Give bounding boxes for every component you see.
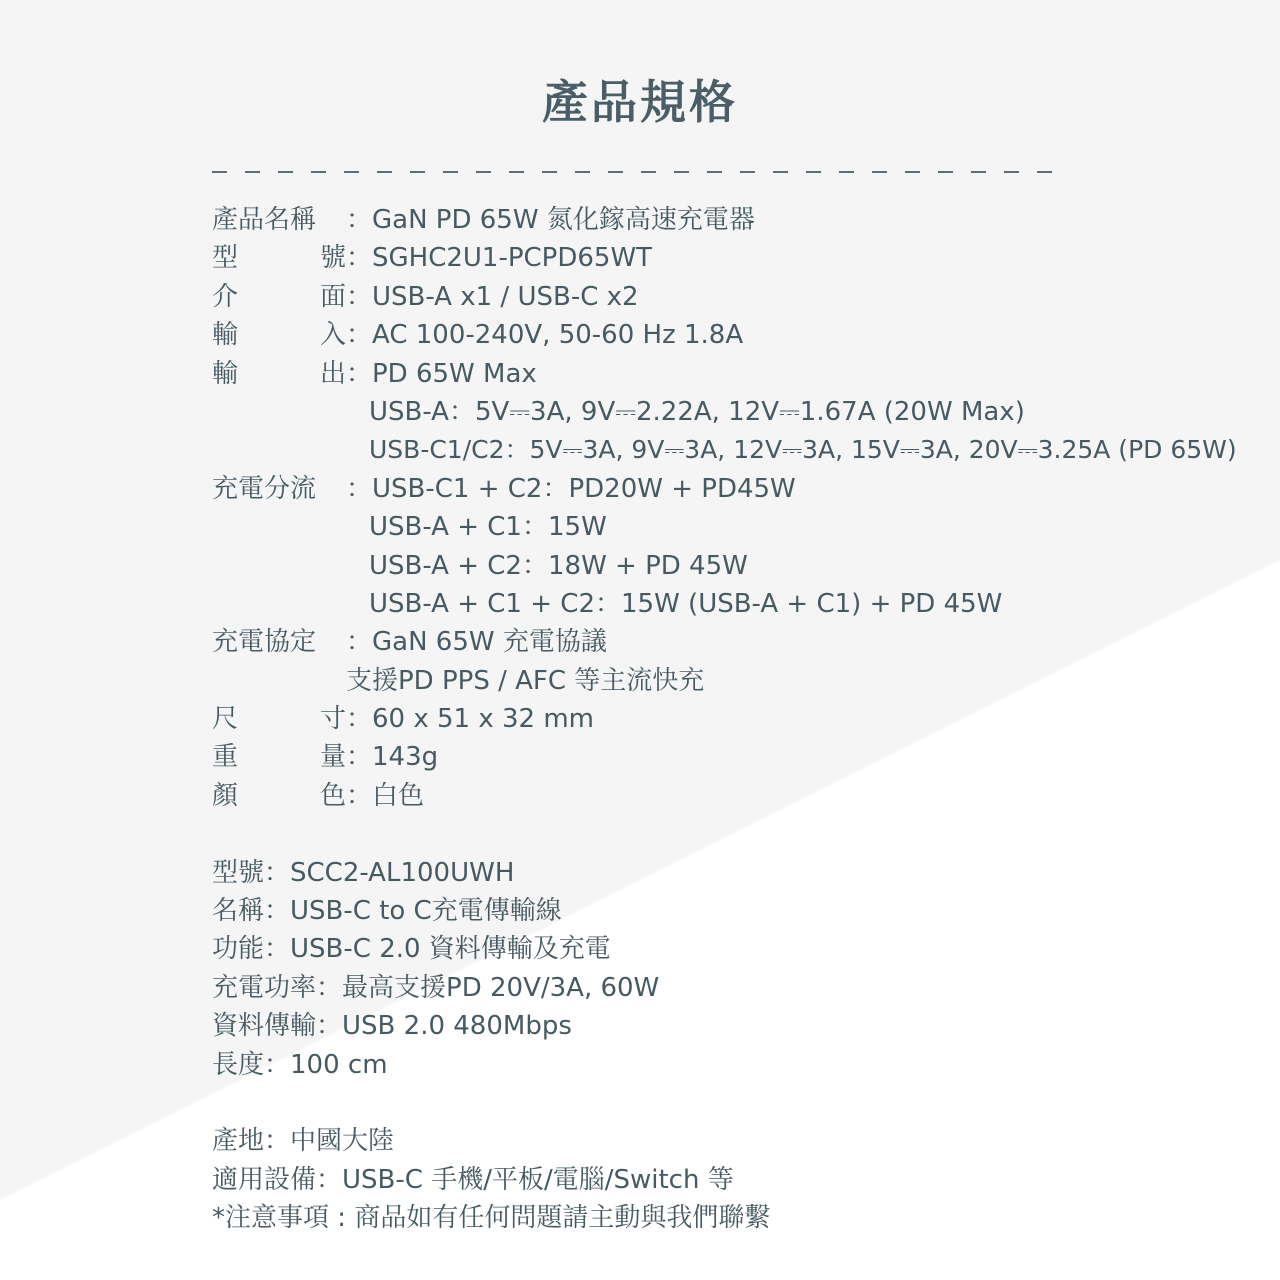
spec-label	[212, 278, 346, 316]
spec-label: 適用設備	[212, 1164, 317, 1195]
label-char: 量	[319, 742, 346, 773]
spec-subrow-split-a-c1-c2	[212, 585, 1272, 623]
spec-row-charge-split	[212, 470, 1272, 508]
cable-row-name	[212, 892, 1272, 930]
spec-label	[212, 239, 346, 277]
general-row-note	[212, 1199, 1272, 1237]
cable-row-data	[212, 1007, 1272, 1045]
spec-value: 100 cm	[290, 1049, 388, 1080]
colon: ：	[264, 857, 291, 888]
spec-subrow-output-usb-a	[212, 393, 1272, 431]
spec-label	[212, 700, 346, 738]
label-char: 顏	[212, 780, 239, 811]
spec-value: USB-A + C1：15W	[369, 512, 607, 543]
spec-value: SCC2-AL100UWH	[290, 857, 515, 888]
spec-label: 產地	[212, 1126, 265, 1157]
label-char: 出	[319, 358, 346, 389]
colon: ：	[346, 320, 373, 351]
general-row-devices	[212, 1161, 1272, 1199]
spec-value: USB 2.0 480Mbps	[342, 1011, 572, 1042]
colon: ：	[316, 1011, 343, 1042]
spec-value: USB-C1 + C2：PD20W + PD45W	[372, 473, 796, 504]
spec-subrow-split-a-c1	[212, 508, 1272, 546]
colon: ：	[346, 243, 373, 274]
dashed-divider	[212, 171, 1058, 173]
cable-row-model	[212, 854, 1272, 892]
spec-value: USB-A + C1 + C2：15W (USB-A + C1) + PD 45W	[369, 588, 1003, 619]
cable-row-function	[212, 930, 1272, 968]
spec-label: 充電協定	[212, 627, 317, 658]
section-gap	[212, 815, 1272, 853]
spec-label: 名稱	[212, 896, 265, 927]
spec-value: 60 x 51 x 32 mm	[372, 704, 595, 735]
spec-value: 143g	[372, 742, 439, 773]
spec-subrow-split-a-c2	[212, 547, 1272, 585]
colon: ：	[264, 896, 291, 927]
colon: ：	[346, 473, 373, 504]
spec-label: *注意事項	[212, 1203, 330, 1234]
colon: ：	[346, 742, 373, 773]
label-char: 型	[212, 243, 239, 274]
colon: ：	[346, 627, 373, 658]
spec-label	[212, 738, 346, 776]
spec-value: 支援PD PPS / AFC 等主流快充	[346, 665, 705, 696]
label-char: 號	[319, 243, 346, 274]
spec-row-input	[212, 316, 1272, 354]
spec-value: USB-C to C充電傳輸線	[290, 896, 562, 927]
colon: ：	[346, 704, 373, 735]
spec-label: 充電分流	[212, 473, 317, 504]
spec-value: GaN PD 65W 氮化鎵高速充電器	[372, 205, 755, 235]
spec-row-weight	[212, 738, 1272, 776]
spec-value: USB-A + C2：18W + PD 45W	[369, 550, 748, 581]
general-row-origin	[212, 1122, 1272, 1160]
spec-subrow-protocol	[212, 662, 1272, 700]
colon: ：	[264, 1049, 291, 1080]
label-char: 介	[212, 281, 239, 312]
spec-value: 最高支援PD 20V/3A, 60W	[342, 972, 660, 1003]
spec-value: GaN 65W 充電協議	[372, 627, 607, 658]
cable-row-power	[212, 969, 1272, 1007]
spec-value: 商品如有任何問題請主動與我們聯繫	[354, 1203, 771, 1234]
spec-value: 中國大陸	[290, 1126, 395, 1157]
section-gap	[212, 1084, 1272, 1122]
colon: :	[329, 1203, 355, 1234]
spec-label	[212, 777, 346, 815]
spec-row-protocol	[212, 623, 1272, 661]
spec-label: 型號	[212, 857, 265, 888]
colon: ：	[316, 1164, 343, 1195]
spec-value: PD 65W Max	[372, 358, 537, 389]
spec-row-color	[212, 777, 1272, 815]
spec-value: USB-A：5V⎓3A, 9V⎓2.22A, 12V⎓1.67A (20W Max)	[369, 396, 1025, 427]
cable-row-length	[212, 1046, 1272, 1084]
spec-label: 長度	[212, 1049, 265, 1080]
colon: ：	[264, 934, 291, 965]
spec-value: 白色	[372, 780, 425, 811]
colon: ：	[264, 1126, 291, 1157]
label-char: 輸	[212, 358, 239, 389]
colon: ：	[346, 780, 373, 811]
spec-label: 充電功率	[212, 972, 317, 1003]
spec-label	[212, 316, 346, 354]
spec-row-interface	[212, 278, 1272, 316]
label-char: 尺	[212, 704, 239, 735]
spec-value: USB-C 手機/平板/電腦/Switch 等	[342, 1164, 734, 1195]
spec-subrow-output-usb-c	[212, 431, 1272, 469]
spec-label	[212, 355, 346, 393]
label-char: 重	[212, 742, 239, 773]
spec-label: 產品名稱	[212, 205, 317, 235]
page-title: 產品規格	[542, 75, 738, 129]
spec-label: 資料傳輸	[212, 1011, 317, 1042]
spec-row-output	[212, 355, 1272, 393]
spec-value: SGHC2U1-PCPD65WT	[372, 243, 653, 274]
colon: ：	[346, 281, 373, 312]
spec-value: USB-A x1 / USB-C x2	[372, 281, 639, 312]
label-char: 色	[319, 780, 346, 811]
spec-value: USB-C 2.0 資料傳輸及充電	[290, 934, 611, 965]
colon: ：	[346, 358, 373, 389]
spec-row-product-name	[212, 201, 1272, 239]
spec-list	[212, 201, 1272, 1238]
label-char: 輸	[212, 320, 239, 351]
spec-label: 功能	[212, 934, 265, 965]
spec-value: AC 100-240V, 50-60 Hz 1.8A	[372, 320, 744, 351]
spec-value: USB-C1/C2：5V⎓3A, 9V⎓3A, 12V⎓3A, 15V⎓3A, 20V⎓3.25A (PD 65W)	[369, 435, 1237, 465]
colon: ：	[316, 972, 343, 1003]
label-char: 入	[319, 320, 346, 351]
colon: ：	[346, 205, 373, 235]
spec-row-size	[212, 700, 1272, 738]
label-char: 寸	[319, 704, 346, 735]
label-char: 面	[319, 281, 346, 312]
spec-row-model	[212, 239, 1272, 277]
